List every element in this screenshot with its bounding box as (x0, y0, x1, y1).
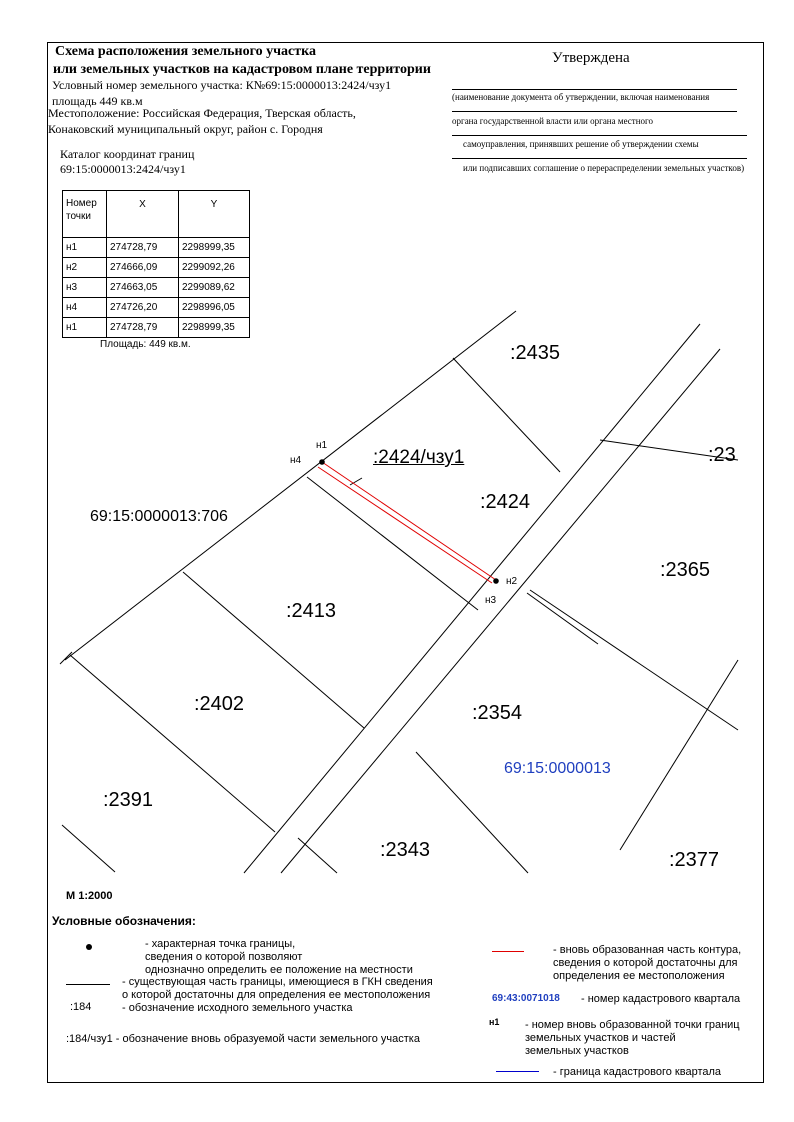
legend-point-code: н1 (489, 1017, 500, 1027)
row-y: 2298999,35 (179, 238, 250, 258)
row-x: 274663,05 (107, 278, 179, 298)
parcel-label-2365: :2365 (660, 559, 711, 581)
row-point: н1 (63, 238, 107, 258)
area-note: Площадь: 449 кв.м. (100, 339, 191, 350)
parcel-label-2343: :2343 (380, 839, 431, 861)
legend-quarter-desc: - номер кадастрового квартала (581, 993, 741, 1005)
road-edge-west (244, 324, 700, 873)
location-line-2: Конаковский муниципальный округ, район с. Городня (48, 122, 323, 136)
point-label-n2: н2 (506, 576, 518, 587)
parcel-boundary (62, 825, 115, 872)
area-label: площадь 449 кв.м (52, 94, 143, 108)
point-n2 (493, 578, 499, 584)
approval-note-1: (наименование документа об утверждении, включая наименования (452, 92, 710, 102)
parcel-label-2377: :2377 (669, 849, 720, 871)
point-label-n1: н1 (316, 440, 328, 451)
legend-point-icon (86, 944, 92, 950)
row-x: 274726,20 (107, 298, 179, 318)
parcel-label-2402: :2402 (194, 693, 245, 715)
approved-label: Утверждена (552, 50, 630, 66)
parcel-boundary (70, 655, 275, 832)
legend-new-part-desc: - вновь образованная часть контура, сведения о которой достаточны для определения ее местоположения (553, 944, 742, 982)
title-line-2: или земельных участков на кадастровом плане территории (53, 62, 431, 77)
legend-new-point-desc: - номер вновь образованной точки границ земельных участков и частей земельных участков (525, 1019, 740, 1057)
legend-existing-desc: - существующая часть границы, имеющиеся в ГКН сведения о которой достаточны для определения ее местоположения (122, 976, 433, 1001)
row-x: 274728,79 (107, 318, 179, 338)
parcel-label-23: :23 (708, 444, 736, 466)
quarter-label: 69:15:0000013 (504, 760, 611, 777)
row-point: н1 (63, 318, 107, 338)
new-boundary-north (322, 462, 496, 580)
point-label-n4: н4 (290, 455, 302, 466)
point-n1 (319, 459, 325, 465)
label-leader (350, 478, 362, 485)
legend-quarter-border-desc: - граница кадастрового квартала (553, 1066, 722, 1078)
parcel-label-2435: :2435 (510, 342, 561, 364)
legend-point-desc: - характерная точка границы, сведения о которой позволяют однозначно определить ее положение на местности (145, 938, 413, 976)
row-point: н3 (63, 278, 107, 298)
location-line-1: Местоположение: Российская Федерация, Тверская область, (48, 106, 356, 120)
row-y: 2299092,26 (179, 258, 250, 278)
point-label-n3: н3 (485, 595, 497, 606)
catalog-parcel: 69:15:0000013:2424/чзу1 (60, 162, 186, 176)
row-x: 274666,09 (107, 258, 179, 278)
legend-title: Условные обозначения: (52, 914, 196, 928)
parcel-boundary (453, 358, 560, 472)
parcel-boundary (530, 590, 738, 730)
header-x: X (107, 191, 179, 238)
parcel-label-2424-chzu1: :2424/чзу1 (373, 447, 465, 468)
parcel-label-2424: :2424 (480, 491, 531, 513)
row-y: 2299089,62 (179, 278, 250, 298)
boundary-tick (60, 652, 72, 664)
approval-note-2: органа государственной власти или органа местного (452, 116, 653, 126)
legend-part-desc: :184/чзу1 - обозначение вновь образуемой части земельного участка (66, 1033, 420, 1045)
legend-quarter-border-line (496, 1071, 539, 1072)
row-point: н4 (63, 298, 107, 318)
parcel-label-2354: :2354 (472, 702, 523, 724)
row-y: 2298999,35 (179, 318, 250, 338)
scale-label: М 1:2000 (66, 890, 113, 902)
approval-note-3: самоуправления, принявших решение об утверждении схемы (463, 139, 699, 149)
approval-note-4: или подписавших соглашение о перераспределении земельных участков) (463, 163, 745, 173)
parcel-boundary (620, 660, 738, 850)
parcel-boundary (307, 477, 478, 610)
title-line-1: Схема расположения земельного участка (55, 44, 316, 59)
parcel-boundary (527, 593, 598, 644)
catalog-title: Каталог координат границ (60, 147, 195, 161)
parcel-boundary (298, 838, 337, 873)
parcel-label-2391: :2391 (103, 789, 154, 811)
legend-existing-line (66, 984, 110, 985)
header-point: Номер точки (63, 191, 107, 238)
legend-source-code: :184 (70, 1001, 92, 1013)
legend-source-desc: - обозначение исходного земельного участка (122, 1002, 353, 1014)
parcel-label-2413: :2413 (286, 600, 337, 622)
legend-quarter-code: 69:43:0071018 (492, 993, 560, 1004)
legend-new-part-line (492, 951, 524, 952)
parcel-label-706: 69:15:0000013:706 (90, 508, 228, 525)
row-point: н2 (63, 258, 107, 278)
new-boundary-south (318, 467, 492, 583)
row-y: 2298996,05 (179, 298, 250, 318)
conditional-number: Условный номер земельного участка: К№69:15:0000013:2424/чзу1 (52, 78, 392, 92)
header-y: Y (179, 191, 250, 238)
row-x: 274728,79 (107, 238, 179, 258)
